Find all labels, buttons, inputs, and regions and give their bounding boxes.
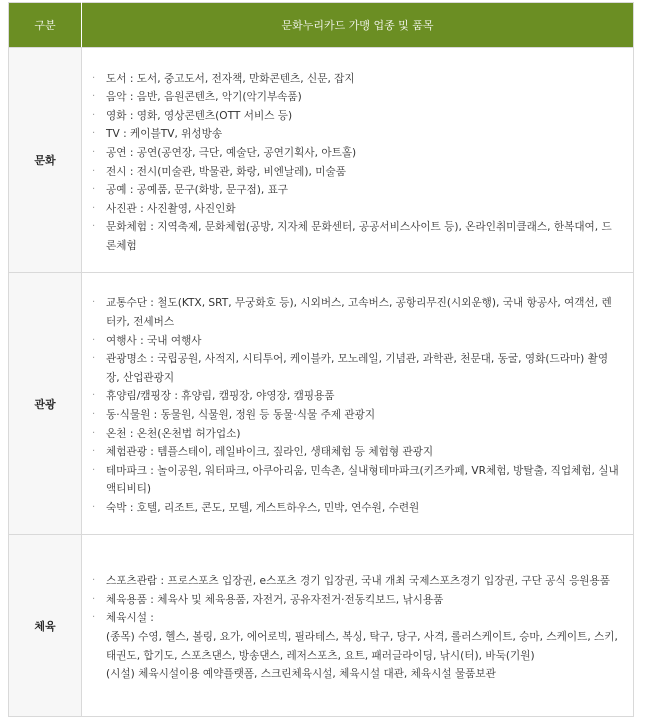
- list-item: [90, 107, 619, 126]
- bullet-icon: ·: [92, 91, 96, 103]
- list-item-text: TV : 케이블TV, 위성방송: [106, 128, 223, 141]
- list-item: [90, 462, 619, 499]
- bullet-icon: ·: [92, 427, 96, 439]
- list-item-text: 체육용품 : 체육사 및 체육용품, 자전거, 공유자전거·전동킥보드, 낚시용품: [106, 593, 444, 606]
- bullet-icon: ·: [92, 612, 96, 624]
- list-item: [90, 572, 619, 591]
- list-item: [90, 294, 619, 331]
- list-item: [90, 387, 619, 406]
- bullet-icon: ·: [92, 72, 96, 84]
- list-item-text: 여행사 : 국내 여행사: [106, 334, 202, 347]
- facility-venues: (시설) 체육시설이용 예약플랫폼, 스크린체육시설, 체육시설 대관, 체육시설 물품보관: [106, 668, 496, 681]
- header-items: 문화누리카드 가맹 업종 및 품목: [82, 3, 634, 48]
- list-item-text: 교통수단 : 철도(KTX, SRT, 무궁화호 등), 시외버스, 고속버스, 공항리무진(시외운행), 국내 항공사, 여객선, 렌터카, 전세버스: [106, 297, 612, 329]
- bullet-icon: ·: [92, 221, 96, 233]
- table-header-row: [9, 3, 634, 48]
- item-list-culture: [90, 70, 619, 256]
- bullet-icon: ·: [92, 128, 96, 140]
- list-item-text: 스포츠관람 : 프로스포츠 입장권, e스포츠 경기 입장권, 국내 개최 국제스포츠경기 입장권, 구단 공식 응원용품: [106, 575, 611, 588]
- list-item: [90, 591, 619, 610]
- list-item: [90, 350, 619, 387]
- items-cell-sports: [82, 535, 634, 717]
- list-item-text: 전시 : 전시(미술관, 박물관, 화랑, 비엔날레), 미술품: [106, 165, 346, 178]
- list-item-text: 온천 : 온천(온천법 허가업소): [106, 427, 241, 440]
- business-category-table: [8, 2, 634, 717]
- facility-title: 체육시설 :: [106, 612, 154, 625]
- list-item: [90, 499, 619, 518]
- list-item: [90, 144, 619, 163]
- table-row-tourism: [9, 273, 634, 535]
- category-tourism: 관광: [9, 273, 82, 535]
- list-item: [90, 443, 619, 462]
- bullet-icon: ·: [92, 297, 96, 309]
- header-category: 구분: [9, 3, 82, 48]
- bullet-icon: ·: [92, 184, 96, 196]
- item-list-sports: [90, 572, 619, 684]
- list-item-text: 공예 : 공예품, 문구(화방, 문구점), 표구: [106, 184, 289, 197]
- bullet-icon: ·: [92, 593, 96, 605]
- list-item: [90, 125, 619, 144]
- bullet-icon: ·: [92, 202, 96, 214]
- list-item-text: 사진관 : 사진촬영, 사진인화: [106, 202, 236, 215]
- items-cell-culture: [82, 48, 634, 273]
- list-item-text: 숙박 : 호텔, 리조트, 콘도, 모텔, 게스트하우스, 민박, 연수원, 수련원: [106, 501, 420, 514]
- list-item-text: 영화 : 영화, 영상콘텐츠(OTT 서비스 등): [106, 109, 293, 122]
- item-list-tourism: [90, 294, 619, 517]
- bullet-icon: ·: [92, 464, 96, 476]
- list-item: [90, 218, 619, 255]
- list-item-text: 테마파크 : 놀이공원, 워터파크, 아쿠아리움, 민속촌, 실내형테마파크(키즈카페, VR체험, 방탈출, 직업체험, 실내 액티비티): [106, 464, 619, 496]
- table-row-culture: [9, 48, 634, 273]
- bullet-icon: ·: [92, 390, 96, 402]
- list-item: [90, 88, 619, 107]
- bullet-icon: ·: [92, 334, 96, 346]
- facility-types: (종목) 수영, 헬스, 볼링, 요가, 에어로빅, 필라테스, 복싱, 탁구, 당구, 사격, 롤러스케이트, 승마, 스케이트, 스키, 태권도, 합기도, 스포츠댄스, 방송댄스, 레저스포츠, 요트, 패러글라이딩, 낚시(터), 바둑(기원): [106, 631, 618, 662]
- bullet-icon: ·: [92, 165, 96, 177]
- bullet-icon: ·: [92, 353, 96, 365]
- bullet-icon: ·: [92, 409, 96, 420]
- list-item-text: 휴양림/캠핑장 : 휴양림, 캠핑장, 야영장, 캠핑용품: [106, 390, 335, 403]
- list-item-text: 관광명소 : 국립공원, 사적지, 시티투어, 케이블카, 모노레일, 기념관, 과학관, 천문대, 동굴, 영화(드라마) 촬영장, 산업관광지: [106, 353, 609, 384]
- table-row-sports: [9, 535, 634, 717]
- category-sports: 체육: [9, 535, 82, 717]
- list-item-text: 도서 : 도서, 중고도서, 전자책, 만화콘텐츠, 신문, 잡지: [106, 72, 355, 85]
- list-item: [90, 332, 619, 351]
- bullet-icon: ·: [92, 575, 96, 587]
- list-item: [90, 406, 619, 425]
- list-item: [90, 181, 619, 200]
- list-item-text: 체험관광 : 템플스테이, 레일바이크, 짚라인, 생태체험 등 체험형 관광지: [106, 446, 434, 459]
- list-item-text: 동·식물원 : 동물원, 식물원, 정원 등 동물·식물 주제 관광지: [106, 409, 376, 421]
- list-item-text: 음악 : 음반, 음원콘텐츠, 악기(악기부속품): [106, 91, 302, 104]
- list-item: [90, 70, 619, 89]
- bullet-icon: ·: [92, 146, 96, 158]
- category-culture: 문화: [9, 48, 82, 273]
- list-item: [90, 200, 619, 219]
- items-cell-tourism: [82, 273, 634, 535]
- list-item-facility: [90, 609, 619, 683]
- list-item-text: 문화체험 : 지역축제, 문화체험(공방, 지자체 문화센터, 공공서비스사이트 등), 온라인취미클래스, 한복대여, 드론체험: [106, 221, 612, 252]
- list-item: [90, 163, 619, 182]
- list-item: [90, 425, 619, 444]
- bullet-icon: ·: [92, 501, 96, 513]
- list-item-text: 공연 : 공연(공연장, 극단, 예술단, 공연기획사, 아트홀): [106, 146, 357, 159]
- bullet-icon: ·: [92, 446, 96, 458]
- bullet-icon: ·: [92, 109, 96, 121]
